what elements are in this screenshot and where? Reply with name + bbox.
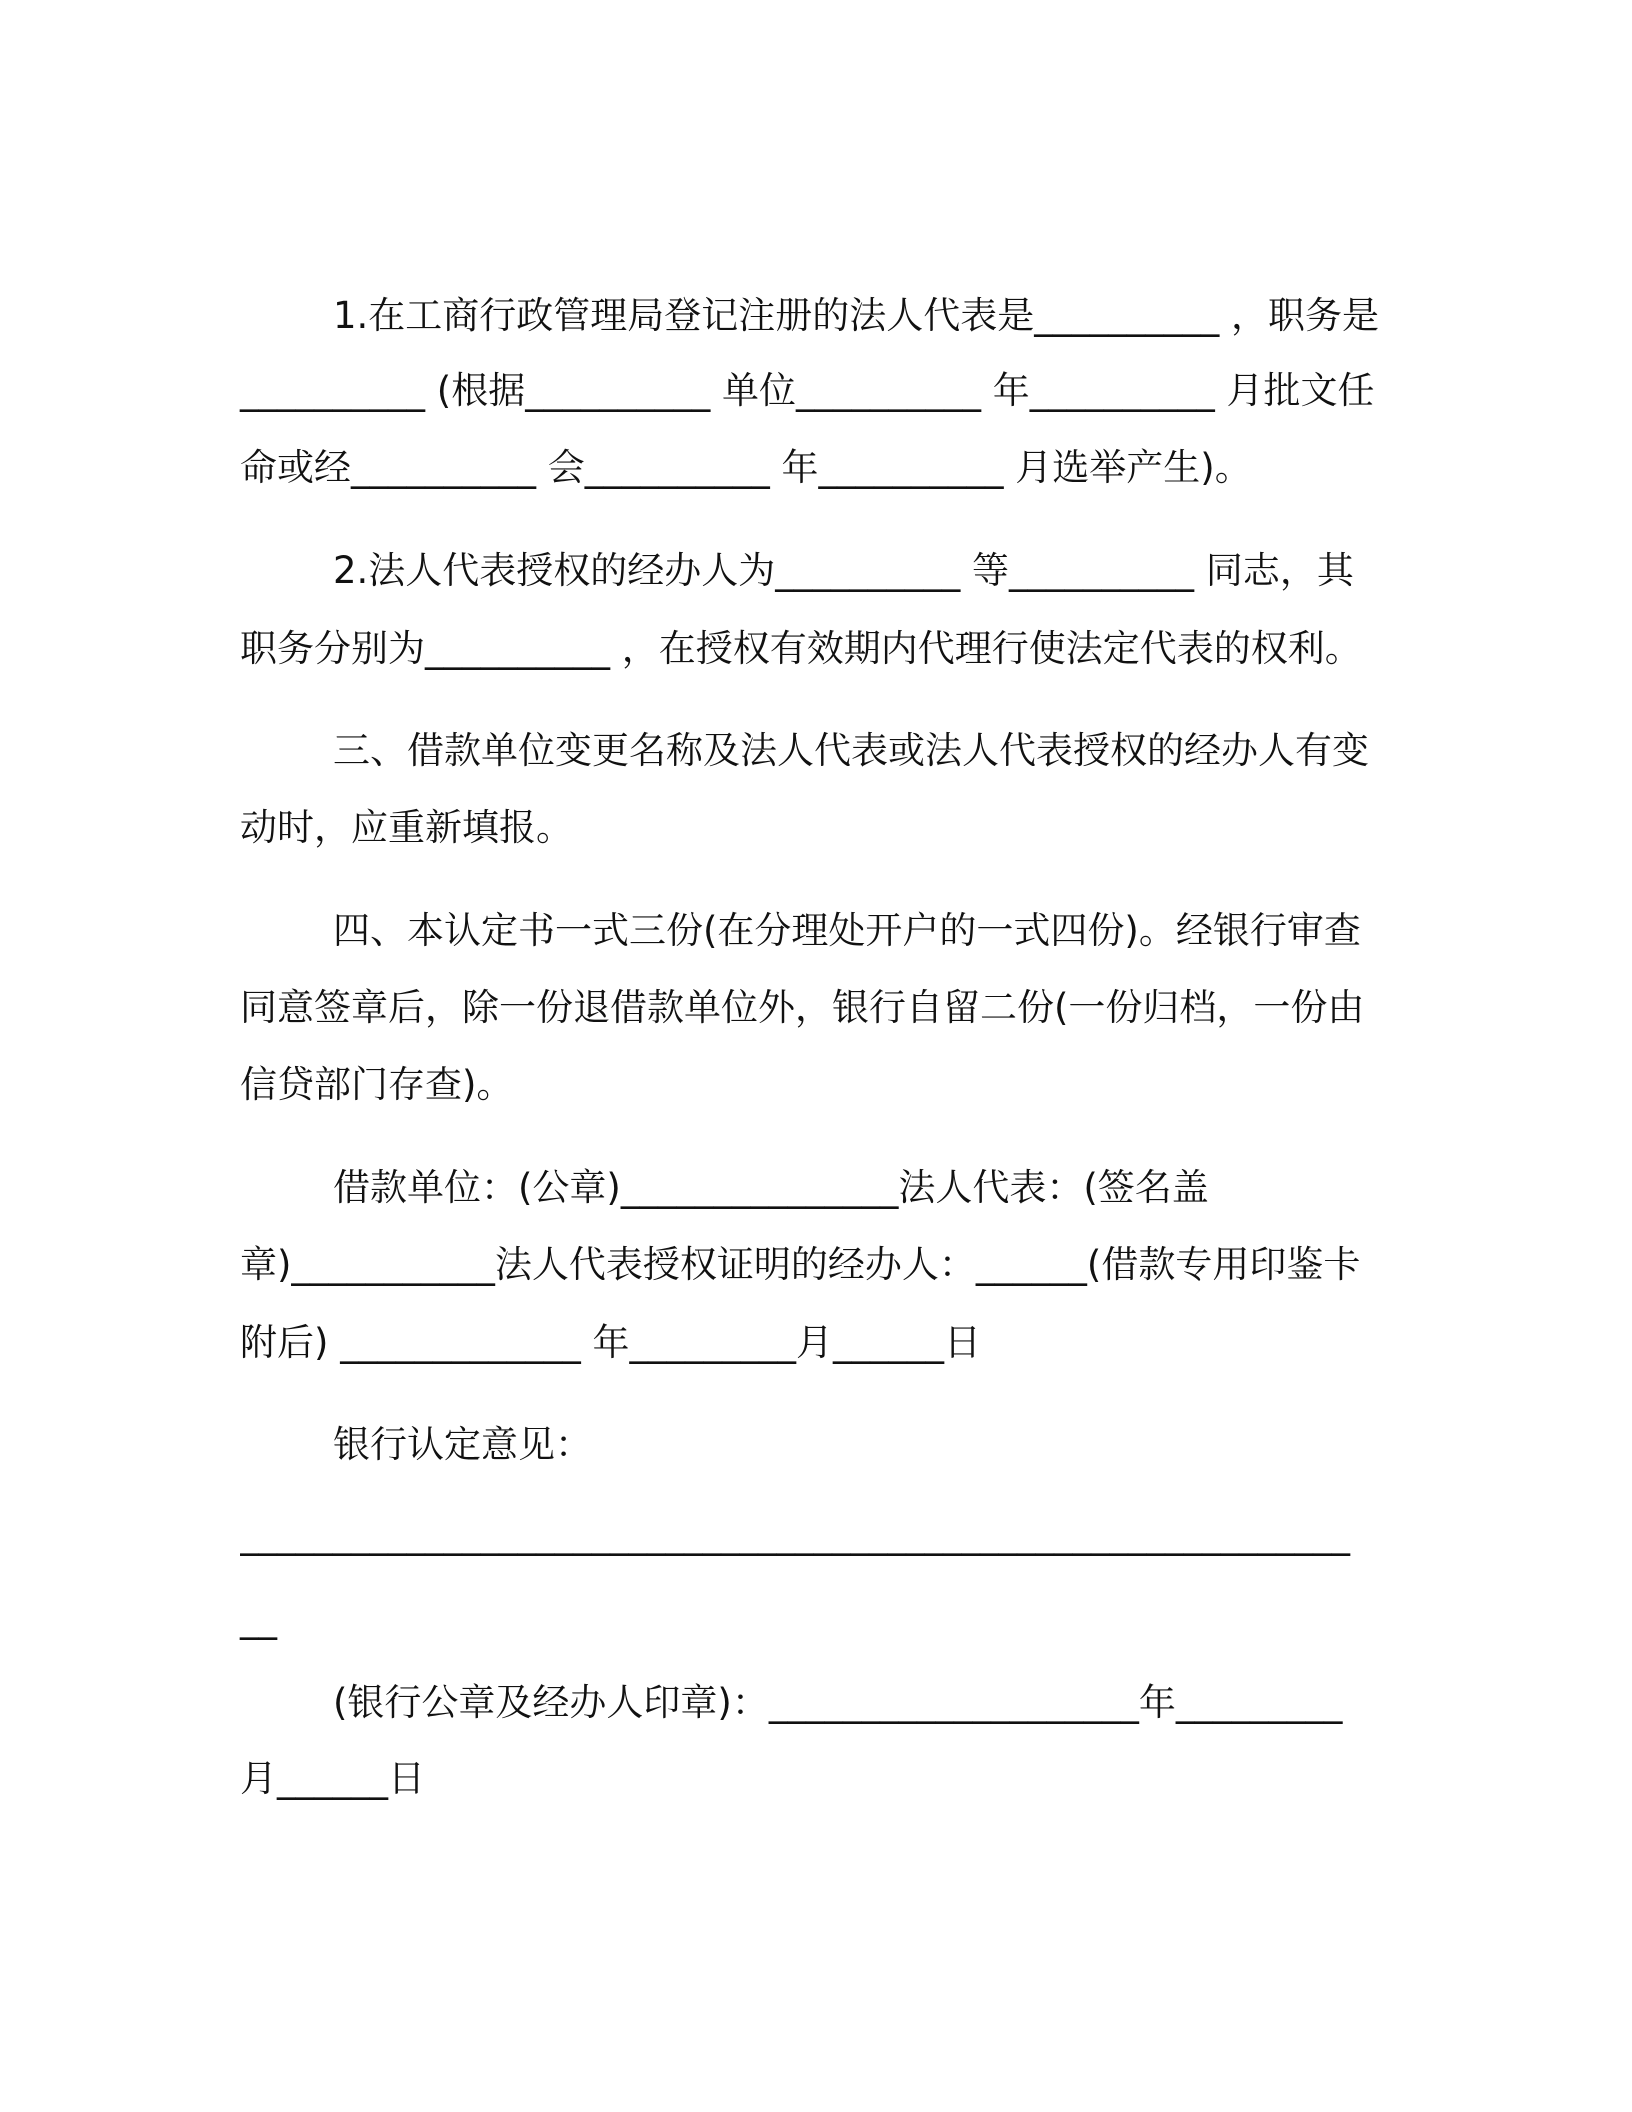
signature-date-line: 附后) _____________ 年_________月______日 [240, 1321, 981, 1364]
clause-2-line-2: 职务分别为__________ ，在授权有效期内代理行使法定代表的权利。 [240, 627, 1362, 670]
section-4-line-3: 信贷部门存查)。 [240, 1063, 514, 1106]
section-3-line-2: 动时，应重新填报。 [240, 806, 573, 849]
signature-line-1: 借款单位：(公章)_______________法人代表：(签名盖 [333, 1166, 1209, 1209]
clause-1-line-3: 命或经__________ 会__________ 年__________ 月选举产生)。 [240, 446, 1252, 489]
bank-opinion-label: 银行认定意见： [333, 1423, 592, 1466]
section-4-line-1: 四、本认定书一式三份(在分理处开户的一式四份)。经银行审查 [333, 909, 1361, 952]
clause-1-line-2: __________ (根据__________ 单位__________ 年__________ 月批文任 [240, 369, 1375, 412]
bank-opinion-blank-line: ____________________________________________________________ [240, 1513, 1350, 1556]
section-4-line-2: 同意签章后，除一份退借款单位外，银行自留二份(一份归档，一份由 [240, 986, 1365, 1029]
bank-opinion-blank-continuation: __ [240, 1597, 277, 1640]
bank-seal-line: (银行公章及经办人印章)：____________________年_________ [333, 1681, 1343, 1724]
signature-line-2: 章)___________法人代表授权证明的经办人：______(借款专用印鉴卡 [240, 1243, 1361, 1286]
section-3-line-1: 三、借款单位变更名称及法人代表或法人代表授权的经办人有变 [333, 729, 1369, 772]
bank-seal-date-line: 月______日 [240, 1757, 425, 1800]
clause-1-line-1: 1.在工商行政管理局登记注册的法人代表是__________ ，职务是 [333, 294, 1380, 337]
clause-2-line-1: 2.法人代表授权的经办人为__________ 等__________ 同志，其 [333, 549, 1354, 592]
